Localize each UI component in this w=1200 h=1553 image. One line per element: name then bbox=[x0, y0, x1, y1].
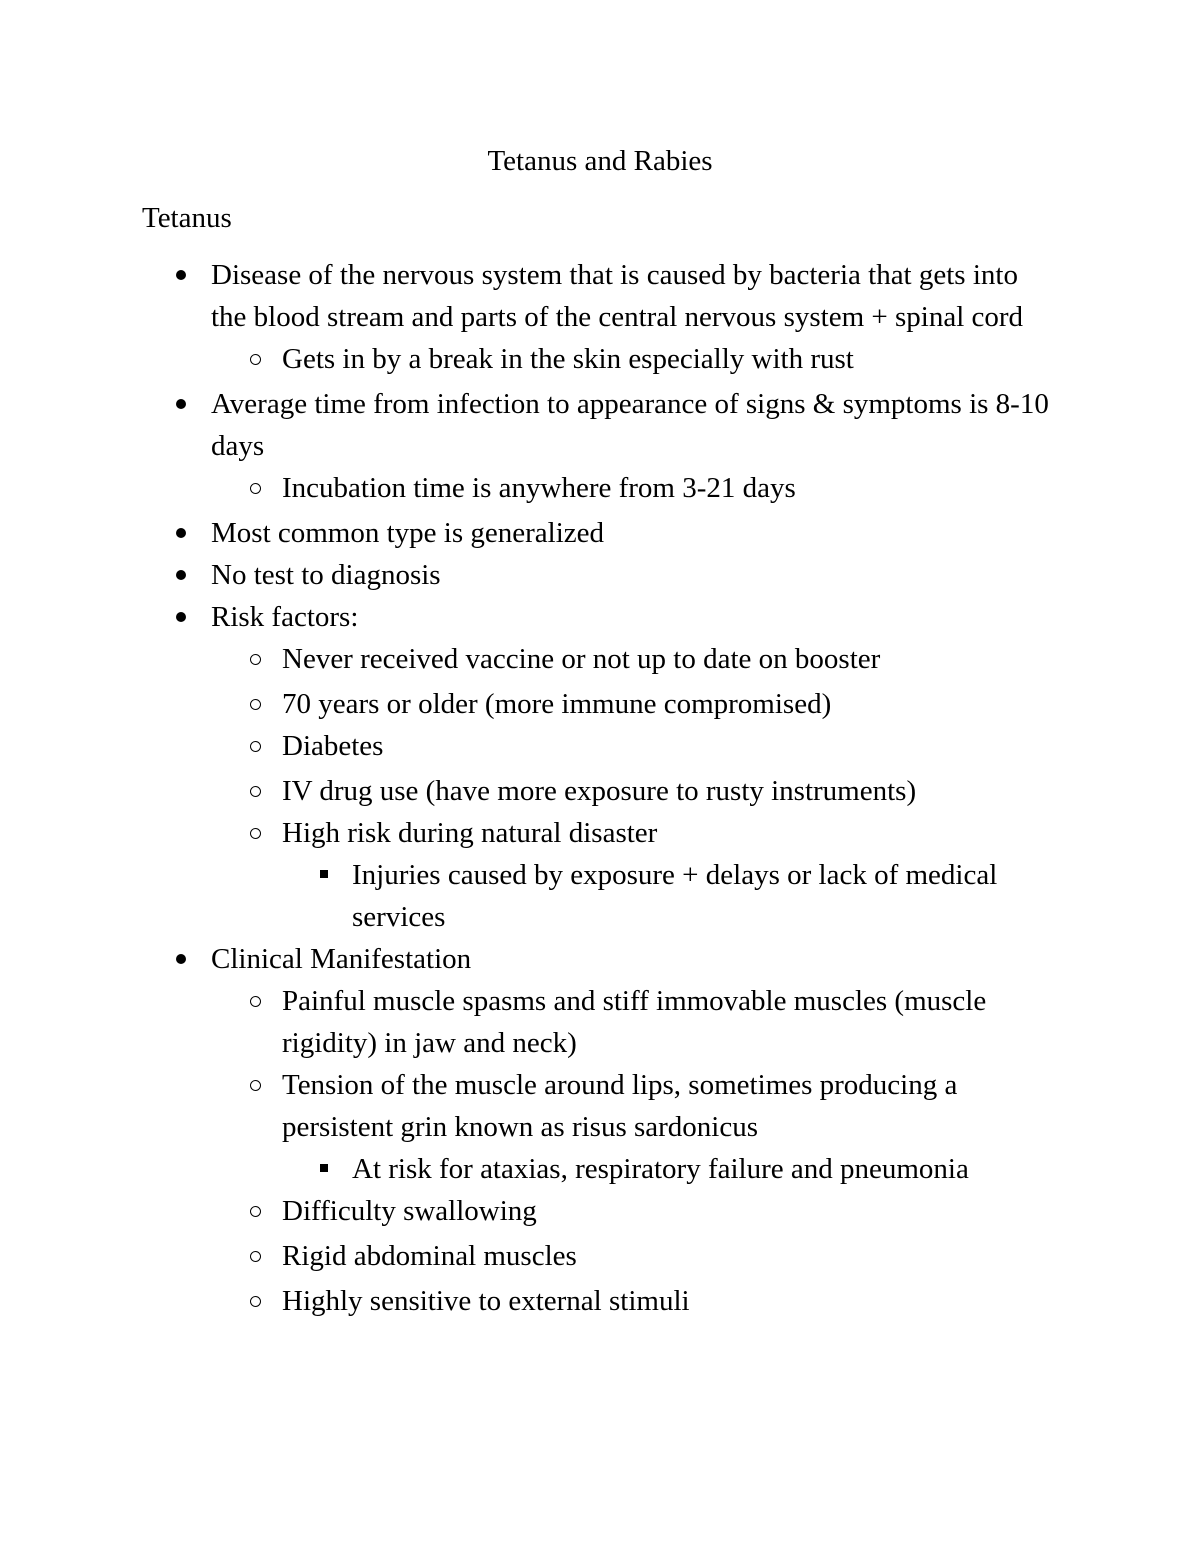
bullet-circle-icon bbox=[250, 699, 261, 710]
list-item-text: High risk during natural disaster bbox=[282, 817, 658, 849]
bullet-circle-icon bbox=[250, 1080, 261, 1091]
list-item-text: Painful muscle spasms and stiff immovable muscles (muscle rigidity) in jaw and neck) bbox=[282, 985, 987, 1059]
document-title: Tetanus and Rabies bbox=[487, 145, 713, 177]
bullet-square-icon bbox=[320, 1164, 328, 1172]
bullet-disc-icon bbox=[176, 528, 186, 538]
list-item bbox=[0, 1148, 1200, 1190]
list-item bbox=[0, 596, 1200, 638]
list-item bbox=[0, 254, 1200, 338]
bullet-square-icon bbox=[320, 870, 328, 878]
list-item-text: Clinical Manifestation bbox=[211, 943, 472, 975]
list-item bbox=[0, 725, 1200, 767]
list-item-text: Disease of the nervous system that is caused by bacteria that gets into the blood stream and parts of the central nervous system + spinal cord bbox=[211, 259, 1024, 333]
list-item bbox=[0, 1280, 1200, 1322]
bullet-circle-icon bbox=[250, 654, 261, 665]
list-item-text: Rigid abdominal muscles bbox=[282, 1240, 577, 1272]
bullet-circle-icon bbox=[250, 1251, 261, 1262]
bullet-circle-icon bbox=[250, 354, 261, 365]
list-item bbox=[0, 938, 1200, 980]
section-heading-tetanus: Tetanus bbox=[142, 202, 232, 234]
bullet-circle-icon bbox=[250, 1206, 261, 1217]
list-item bbox=[0, 812, 1200, 854]
list-item bbox=[0, 854, 1200, 938]
list-item bbox=[0, 770, 1200, 812]
list-item-text: Most common type is generalized bbox=[211, 517, 605, 549]
list-item-text: Tension of the muscle around lips, sometimes producing a persistent grin known as risus sardonicus bbox=[282, 1069, 958, 1143]
bullet-circle-icon bbox=[250, 1296, 261, 1307]
bullet-circle-icon bbox=[250, 996, 261, 1007]
list-item bbox=[0, 1190, 1200, 1232]
list-item-text: Injuries caused by exposure + delays or lack of medical services bbox=[352, 859, 998, 933]
list-item bbox=[0, 683, 1200, 725]
list-item-text: At risk for ataxias, respiratory failure and pneumonia bbox=[352, 1153, 969, 1185]
list-item-text: Highly sensitive to external stimuli bbox=[282, 1285, 690, 1317]
bullet-disc-icon bbox=[176, 570, 186, 580]
list-item-text: Difficulty swallowing bbox=[282, 1195, 537, 1227]
tetanus-outline-list bbox=[0, 254, 1200, 1322]
list-item-text: Never received vaccine or not up to date on booster bbox=[282, 643, 881, 675]
bullet-disc-icon bbox=[176, 270, 186, 280]
list-item-text: Gets in by a break in the skin especially with rust bbox=[282, 343, 854, 375]
bullet-disc-icon bbox=[176, 612, 186, 622]
bullet-disc-icon bbox=[176, 954, 186, 964]
list-item-text: Risk factors: bbox=[211, 601, 359, 633]
list-item bbox=[0, 1235, 1200, 1277]
list-item bbox=[0, 383, 1200, 467]
list-item-text: No test to diagnosis bbox=[211, 559, 441, 591]
list-item-text: IV drug use (have more exposure to rusty instruments) bbox=[282, 775, 917, 807]
list-item bbox=[0, 1064, 1200, 1148]
bullet-circle-icon bbox=[250, 786, 261, 797]
list-item bbox=[0, 467, 1200, 509]
list-item bbox=[0, 338, 1200, 380]
list-item-text: Diabetes bbox=[282, 730, 384, 762]
list-item bbox=[0, 512, 1200, 554]
list-item bbox=[0, 554, 1200, 596]
list-item-text: 70 years or older (more immune compromised) bbox=[282, 688, 832, 720]
bullet-circle-icon bbox=[250, 483, 261, 494]
list-item-text: Average time from infection to appearance of signs & symptoms is 8-10 days bbox=[211, 388, 1049, 462]
list-item bbox=[0, 980, 1200, 1064]
list-item bbox=[0, 638, 1200, 680]
bullet-circle-icon bbox=[250, 828, 261, 839]
bullet-disc-icon bbox=[176, 399, 186, 409]
bullet-circle-icon bbox=[250, 741, 261, 752]
list-item-text: Incubation time is anywhere from 3-21 days bbox=[282, 472, 796, 504]
